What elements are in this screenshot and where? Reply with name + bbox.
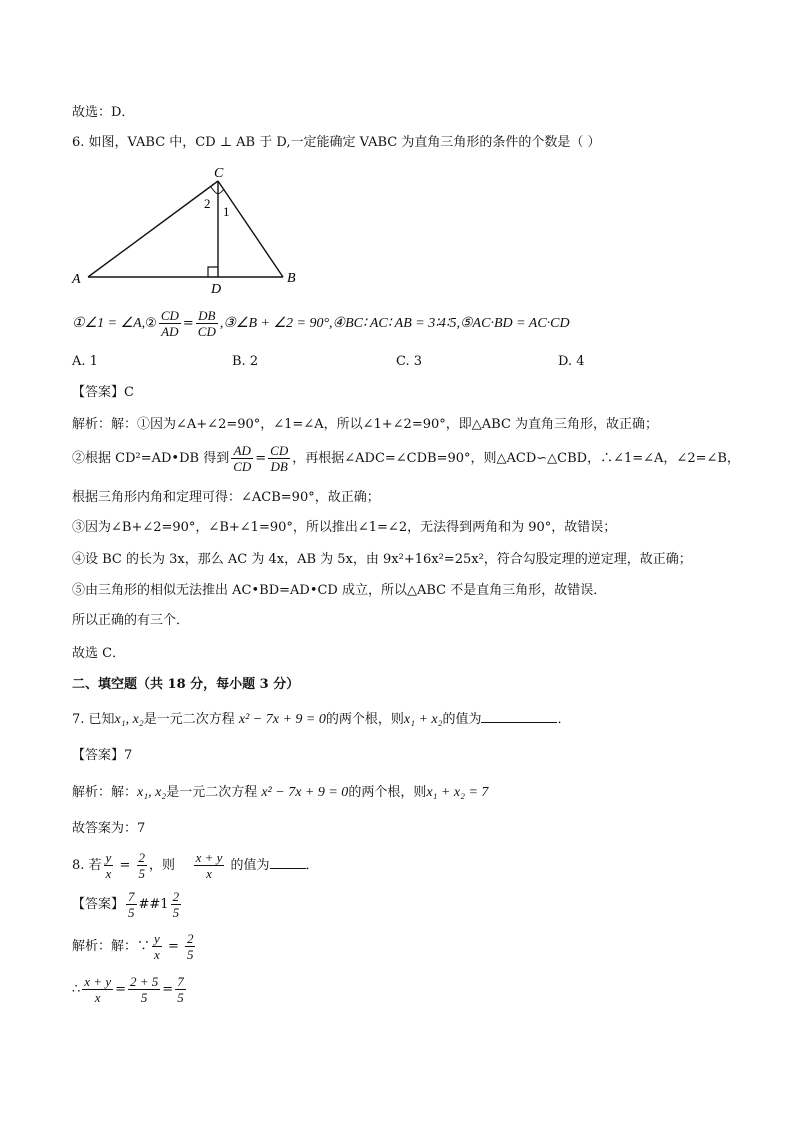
answer-frac-2-5 <box>171 889 182 920</box>
frac-num: 7 <box>177 974 184 989</box>
answer-frac-7-5 <box>126 889 137 920</box>
q8-frac-y-x <box>104 850 114 881</box>
q6-analysis-2: ②根据 CD²=AD•DB 得到 $\frac{AD}{CD}$ = $\frac{CD}{DB}$ ，再根据∠ADC=∠CDB=90°，则△ACD∽△CBD，∴∠1=∠A，∠2=∠B， <box>72 443 740 474</box>
q7-final: 故答案为：7 <box>72 821 146 836</box>
q8-answer <box>72 887 183 923</box>
q7-analysis-c: 的两个根，则 <box>348 785 427 800</box>
cond-5: ⑤AC·BD = AC·CD <box>460 316 570 331</box>
frac-num: CD <box>270 443 289 458</box>
an-frac-2-5 <box>185 931 196 962</box>
cond-2-frac-1 <box>159 308 181 339</box>
frac-num: 7 <box>128 889 135 904</box>
q7-analysis-a: 解析：解： <box>72 785 138 800</box>
therefore-sign: ∴ <box>72 982 81 997</box>
frac-den: x <box>105 866 112 881</box>
cond-2-label: ② <box>145 316 157 331</box>
q7-stem-c: 的两个根，则 <box>325 712 404 727</box>
answer-mid: ##1 <box>138 897 169 912</box>
frac-num: x + y <box>195 850 223 865</box>
label-c: C <box>214 166 224 181</box>
label-d: D <box>211 282 222 297</box>
option-a: A. 1 <box>72 354 98 369</box>
analysis-2-suffix: ，再根据∠ADC=∠CDB=90°，则△ACD∽△CBD，∴∠1=∠A，∠2=∠B， <box>292 451 740 466</box>
q7-analysis-b: 是一元二次方程 <box>166 785 258 800</box>
q7-sum: x₁ + x₂ <box>403 712 443 727</box>
cond-1: ①∠1 = ∠A, <box>72 316 146 331</box>
frac-num: 2 <box>172 889 180 904</box>
q7-stem-b: 是一元二次方程 <box>143 712 235 727</box>
q5-conclusion: 故选：D． <box>72 105 135 120</box>
frac-den: x <box>206 866 212 881</box>
q6-answer: 【答案】C <box>72 385 134 400</box>
cond-4: ④BC∶ AC∶ AB = 3∶4∶5, <box>332 316 460 331</box>
t-frac-2plus5-5 <box>128 974 160 1005</box>
frac-den: x <box>94 990 101 1005</box>
option-d: D. 4 <box>558 354 585 369</box>
q7-vars: x₁, x₂ <box>114 712 144 727</box>
q8-stem-a: 8. 若 <box>72 858 102 873</box>
t-frac-7-5 <box>175 974 186 1005</box>
frac-den: x <box>154 947 160 962</box>
label-a: A <box>72 272 81 287</box>
q6-choose: 故选 C． <box>72 646 126 661</box>
q7-stem <box>72 711 571 729</box>
frac-den: CD <box>197 324 216 339</box>
label-b: B <box>287 271 296 286</box>
frac-den: 5 <box>138 866 146 881</box>
q7-stem-a: 7. 已知 <box>72 712 115 727</box>
q6-stem: 6. 如图，VABC 中，CD ⊥ AB 于 D,一定能确定 VABC 为直角三角形的条件的个数是（ ） <box>72 135 601 150</box>
q8-stem <box>72 848 319 884</box>
analysis-2-frac-2 <box>268 443 290 474</box>
q8-analysis-a: 解析：解：∵ <box>72 939 151 954</box>
q7-analysis <box>72 784 488 802</box>
frac-num: y <box>105 850 112 865</box>
analysis-2-frac-1 <box>231 443 253 474</box>
angle-arc-1 <box>218 189 224 194</box>
frac-num: x + y <box>84 974 112 989</box>
q8-frac-2-5 <box>137 850 148 881</box>
equals-sign: = <box>167 939 179 954</box>
q7-analysis-vars: x₁, x₂ <box>137 785 167 800</box>
frac-den: AD <box>161 324 179 339</box>
q6-analysis-3: 根据三角形内角和定理可得：∠ACB=90°，故正确； <box>72 490 380 505</box>
q6-analysis-4: ③因为∠B+∠2=90°，∠B+∠1=90°，所以推出∠1=∠2，无法得到两角和为 90°，故错误； <box>72 520 617 535</box>
section-2-title: 二、填空题（共 18 分，每小题 3 分） <box>72 677 300 692</box>
q6-analysis-7: 所以正确的有三个． <box>72 613 190 628</box>
q7-analysis-sum: x₁ + x₂ = 7 <box>426 785 489 800</box>
q6-analysis-5: ④设 BC 的长为 3x，那么 AC 为 4x，AB 为 5x，由 9x²+16x²=25x²，符合勾股定理的逆定理，故正确； <box>72 552 692 567</box>
frac-den: 5 <box>186 947 194 962</box>
equals-sign: = <box>115 982 126 997</box>
answer-blank[interactable] <box>481 722 557 723</box>
frac-num: DB <box>196 308 218 324</box>
label-1: 1 <box>223 204 230 219</box>
equals-sign: = <box>119 858 131 873</box>
q6-analysis-6: ⑤由三角形的相似无法推出 AC•BD=AD•CD 成立，所以△ABC 不是直角三角形，故错误． <box>72 583 607 598</box>
q7-stem-d: 的值为 <box>442 712 482 727</box>
q8-therefore <box>72 972 188 1008</box>
q6-options <box>72 353 672 371</box>
frac-den: CD <box>233 459 252 474</box>
q8-stem-c: 的值为 <box>230 858 270 873</box>
frac-num: y <box>154 931 160 946</box>
label-2: 2 <box>204 196 211 211</box>
frac-den: 5 <box>140 990 148 1005</box>
q7-equation: x² − 7x + 9 = 0 <box>238 712 326 727</box>
cond-3: ,③∠B + ∠2 = 90°, <box>219 316 333 331</box>
cond-2-frac-2 <box>196 308 218 339</box>
q7-stem-end: ． <box>557 712 571 727</box>
equals-sign: = <box>162 982 174 997</box>
q6-conditions: ①∠1 = ∠A,② $\frac{CD}{AD}$ = $\frac{DB}{CD}$ ,③∠B + ∠2 = 90°,④BC∶ AC∶ AB = 3∶4∶5,⑤AC·BD = AC·CD <box>72 308 570 339</box>
frac-den: 5 <box>128 905 135 920</box>
frac-num: CD <box>160 308 179 323</box>
side-cb <box>218 181 283 277</box>
analysis-2-prefix: ②根据 CD²=AD•DB 得到 <box>72 451 230 466</box>
frac-den: 5 <box>172 905 180 920</box>
angle-arc-2 <box>211 187 218 194</box>
q7-answer: 【答案】7 <box>72 748 133 763</box>
option-c: C. 3 <box>396 354 423 369</box>
q8-analysis <box>72 929 197 965</box>
frac-num: AD <box>231 443 253 459</box>
frac-num: 2 <box>138 850 146 865</box>
right-angle-mark <box>208 267 218 277</box>
frac-num: 2 <box>186 931 194 946</box>
q7-analysis-eq: x² − 7x + 9 = 0 <box>261 785 349 800</box>
q8-stem-b: ，则 <box>149 858 176 873</box>
answer-label: 【答案】 <box>72 897 125 912</box>
q8-frac-xy-x <box>194 850 225 881</box>
triangle-figure <box>66 163 306 298</box>
frac-num: 2 + 5 <box>130 974 159 989</box>
side-ac <box>88 181 218 277</box>
option-b: B. 2 <box>232 354 259 369</box>
t-frac-xy-x <box>82 974 113 1005</box>
answer-blank[interactable] <box>270 868 306 869</box>
q8-stem-end: ． <box>305 858 319 873</box>
an-frac-y-x <box>152 931 162 962</box>
frac-den: 5 <box>177 990 184 1005</box>
frac-den: DB <box>270 459 288 474</box>
q6-analysis-1: 解析：解：①因为∠A+∠2=90°，∠1=∠A，所以∠1+∠2=90°，即△ABC 为直角三角形，故正确； <box>72 417 659 432</box>
